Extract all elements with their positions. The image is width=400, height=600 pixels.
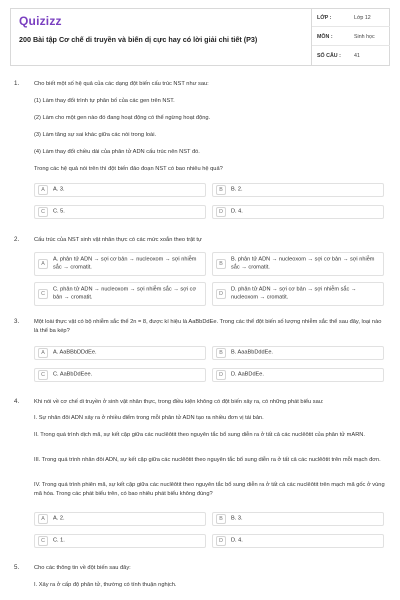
option-letter: B — [216, 514, 226, 524]
option-letter: A — [38, 514, 48, 524]
option-letter: B — [216, 185, 226, 195]
option-b[interactable] — [212, 252, 384, 276]
option-text: A. 2. — [53, 515, 65, 522]
meta-value: Sinh học — [354, 34, 375, 40]
option-text: D. 4. — [231, 208, 243, 215]
option-letter: D — [216, 289, 226, 299]
option-d[interactable] — [212, 534, 384, 548]
question-text: (2) Làm cho một gen nào đó đang hoạt động có thể ngừng hoạt động. — [34, 115, 211, 121]
question-text: I. Sự nhân đôi ADN xảy ra ở nhiều điểm trong mỗi phân tử ADN tạo ra nhiều đơn vị tái bản. — [34, 415, 264, 421]
option-text: B. 3. — [231, 515, 243, 522]
option-letter: D — [216, 370, 226, 380]
option-letter: C — [38, 536, 48, 546]
question-number: 5. — [14, 564, 20, 571]
meta-panel — [311, 9, 389, 65]
meta-row-question-count — [312, 47, 390, 65]
question-number: 2. — [14, 236, 20, 243]
meta-label: SỐ CÂU : — [317, 53, 341, 59]
option-c[interactable] — [34, 282, 206, 306]
meta-row-subject — [312, 28, 390, 46]
option-letter: B — [216, 348, 226, 358]
question-text: Cấu trúc của NST sinh vật nhân thực có các mức xoắn theo trật tự — [34, 237, 202, 243]
option-letter: A — [38, 185, 48, 195]
question-text: Khi nói về cơ chế di truyền ở sinh vật nhân thực, trong điều kiện không có đột biến xảy ra, có những phát biểu sau: — [34, 399, 324, 405]
option-d[interactable] — [212, 282, 384, 306]
option-letter: A — [38, 259, 48, 269]
question-text: (3) Làm tăng sự sai khác giữa các nòi trong loài. — [34, 132, 157, 138]
option-b[interactable] — [212, 183, 384, 197]
option-c[interactable] — [34, 205, 206, 219]
question-text: IV. Trong quá trình phiên mã, sự kết cặp giữa các nuclêôtit theo nguyên tắc bổ sung diễn ra ở tất cả các nuclêôtit trên mạch mã gốc ở vùng mã hóa. Trong các phát biểu trên, có bao nhiêu phát biểu không đúng? — [34, 482, 385, 497]
option-text: D. AaBDdEe. — [231, 371, 264, 378]
option-text: C. 1. — [53, 537, 65, 544]
option-text: B. phân tử ADN → nucleoxom → sợi cơ bản → sợi nhiễm sắc → cromatit. — [231, 256, 375, 270]
option-a[interactable] — [34, 183, 206, 197]
meta-value: Lớp 12 — [354, 15, 371, 21]
option-letter: C — [38, 207, 48, 217]
option-letter: D — [216, 207, 226, 217]
question-number: 3. — [14, 318, 20, 325]
option-letter: B — [216, 259, 226, 269]
option-text: A. 3. — [53, 186, 65, 193]
quizizz-logo: Quizizz — [19, 14, 62, 28]
option-text: D. 4. — [231, 537, 243, 544]
option-letter: D — [216, 536, 226, 546]
meta-label: LỚP : — [317, 15, 332, 21]
question-text: III. Trong quá trình nhân đôi ADN, sự kết cặp giữa các nuclêôtit theo nguyên tắc bổ sung diễn ra ở tất cả các nuclêôtit trên mỗi mạch đơn. — [34, 457, 381, 463]
option-text: C. AaBbDdEee. — [53, 371, 93, 378]
meta-label: MÔN : — [317, 34, 333, 40]
question-text: II. Trong quá trình dịch mã, sự kết cặp giữa các nuclêôtit theo nguyên tắc bổ sung diễn ra ở tất cả các nuclêôtit của phân tử mARN. — [34, 432, 365, 438]
question-text: Trong các hệ quả nói trên thì đột biến đảo đoạn NST có bao nhiêu hệ quả? — [34, 166, 223, 172]
worksheet-header — [10, 8, 390, 66]
option-c[interactable] — [34, 368, 206, 382]
option-letter: C — [38, 289, 48, 299]
question-number: 1. — [14, 80, 20, 87]
option-d[interactable] — [212, 368, 384, 382]
meta-value: 41 — [354, 53, 360, 59]
option-a[interactable] — [34, 346, 206, 360]
option-text: C. phân tử ADN → nucleoxom → sợi nhiễm sắc → sợi cơ bản → cromatit. — [53, 286, 197, 300]
question-text: Cho biết một số hệ quả của các dạng đột biến cấu trúc NST như sau: — [34, 81, 209, 87]
option-c[interactable] — [34, 534, 206, 548]
option-b[interactable] — [212, 346, 384, 360]
option-a[interactable] — [34, 512, 206, 526]
option-b[interactable] — [212, 512, 384, 526]
option-text: D. phân tử ADN → sợi cơ bản → sợi nhiễm sắc → nucleoxom → cromatit. — [231, 286, 357, 300]
worksheet-title: 200 Bài tập Cơ chế di truyền và biến dị cực hay có lời giải chi tiết (P3) — [19, 35, 258, 44]
option-text: A. AaBBbDDdEe. — [53, 349, 97, 356]
option-letter: C — [38, 370, 48, 380]
question-text: I. Xảy ra ở cấp độ phân tử, thường có tính thuận nghịch. — [34, 582, 177, 588]
question-text: Cho các thông tin về đột biến sau đây: — [34, 565, 131, 571]
option-d[interactable] — [212, 205, 384, 219]
question-text: (4) Làm thay đổi chiều dài của phân tử ADN cấu trúc nên NST đó. — [34, 149, 200, 155]
option-text: B. 2. — [231, 186, 243, 193]
question-text: (1) Làm thay đổi trình tự phân bố của các gen trên NST. — [34, 98, 175, 104]
option-letter: A — [38, 348, 48, 358]
question-number: 4. — [14, 398, 20, 405]
meta-row-grade — [312, 9, 390, 27]
option-a[interactable] — [34, 252, 206, 276]
option-text: C. 5. — [53, 208, 65, 215]
option-text: A. phân tử ADN → sợi cơ bản → nucleoxom → sợi nhiễm sắc → cromatit. — [53, 256, 197, 270]
option-text: B. AaaBbDddEe. — [231, 349, 273, 356]
question-text: Một loài thực vật có bộ nhiễm sắc thể 2n = 8, được kí hiệu là AaBbDdEe. Trong các thể đột biến số lượng nhiễm sắc thể sau đây, loại nào là thể ba kép? — [34, 319, 382, 334]
